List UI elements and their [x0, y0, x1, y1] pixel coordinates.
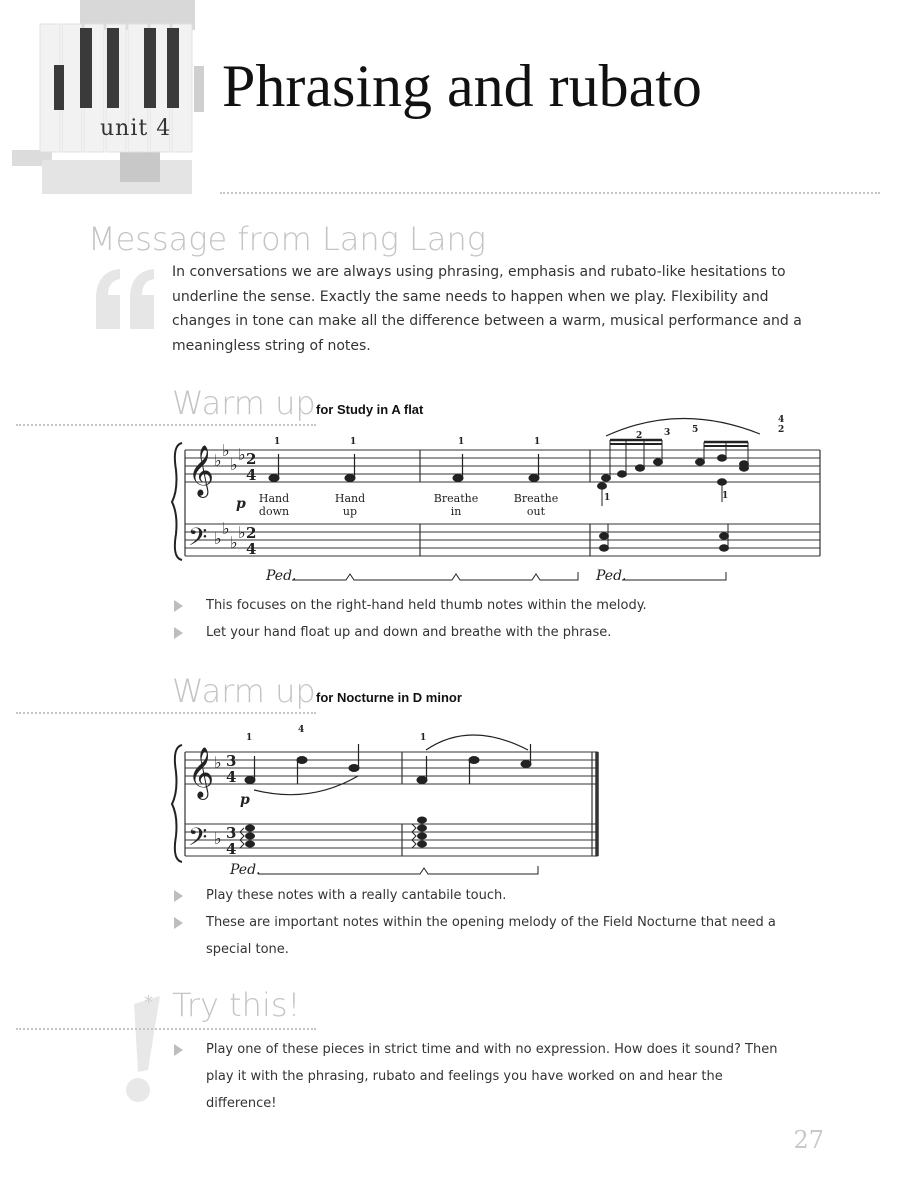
fingering: 1	[722, 491, 729, 501]
fingering: 1	[420, 733, 427, 743]
warmup1-score	[170, 410, 830, 590]
pedal-mark: Ped.	[230, 862, 261, 878]
score-label: in	[450, 505, 462, 518]
key-signature-flats	[214, 753, 222, 848]
svg-text:♭: ♭	[230, 455, 238, 474]
svg-text:♭: ♭	[238, 445, 246, 464]
fingering: 1	[458, 437, 465, 447]
bullet-triangle-icon	[174, 917, 183, 929]
fingering: 2	[636, 431, 643, 441]
svg-text:♭: ♭	[214, 451, 222, 470]
svg-text:♭: ♭	[238, 523, 246, 542]
score-label: Breathe	[513, 492, 559, 505]
unit-label: unit 4	[100, 116, 172, 141]
warmup2-brace	[172, 745, 182, 862]
score-label: Breathe	[433, 492, 479, 505]
list-item: This focuses on the right-hand held thumb notes within the melody.	[174, 592, 834, 619]
pedal-mark: Ped.	[266, 568, 297, 584]
dynamic-mark: p	[236, 496, 246, 512]
score-label: out	[526, 505, 546, 518]
treble-clef-icon: 𝄞	[188, 747, 215, 798]
svg-text:♭: ♭	[214, 829, 222, 848]
time-sig-top: 3	[226, 752, 237, 770]
dynamic-mark: p	[240, 792, 250, 808]
fingering: 1	[246, 733, 253, 743]
fingering: 2	[778, 425, 785, 435]
phrase-slur	[426, 735, 528, 750]
warmup2-heading: Warm up	[172, 672, 316, 710]
try-this-bullets	[174, 1036, 794, 1117]
page-number: 27	[793, 1126, 824, 1154]
svg-text:♭: ♭	[222, 441, 230, 460]
list-item: These are important notes within the opening melody of the Field Nocturne that need a special tone.	[174, 909, 794, 963]
fingering: 1	[350, 437, 357, 447]
svg-text:♭: ♭	[230, 533, 238, 552]
bass-time-sig-top: 2	[246, 524, 257, 542]
warmup2-divider	[16, 712, 316, 714]
treble-clef-icon: 𝄞	[188, 445, 215, 496]
score-label: down	[258, 505, 290, 518]
warmup1-brace	[172, 443, 182, 560]
bass-clef-icon: 𝄢	[188, 823, 208, 858]
exclamation-icon	[108, 992, 172, 1110]
svg-text:♭: ♭	[222, 519, 230, 538]
try-this-heading: Try this!	[172, 986, 301, 1024]
warmup2-subtitle: for Nocturne in D minor	[316, 690, 462, 705]
score-label: Hand	[258, 492, 290, 505]
bass-clef-icon: 𝄢	[188, 523, 208, 558]
time-sig-bottom: 4	[246, 466, 257, 484]
warmup2-score	[170, 720, 610, 885]
bullet-triangle-icon	[174, 627, 183, 639]
fingering: 1	[534, 437, 541, 447]
warmup1-heading: Warm up	[172, 384, 316, 422]
list-item: Let your hand float up and down and breathe with the phrase.	[174, 619, 834, 646]
pedal-line	[292, 572, 578, 580]
bullet-triangle-icon	[174, 600, 183, 612]
svg-text:♭: ♭	[214, 753, 222, 772]
page-title: Phrasing and rubato	[222, 53, 702, 119]
list-item: Play one of these pieces in strict time and with no expression. How does it sound? Then play it with the phrasing, rubato and feelings you have worked on and hear the difference!	[174, 1036, 794, 1117]
bass-time-sig-bottom: 4	[246, 540, 257, 558]
bass-time-sig-top: 3	[226, 824, 237, 842]
list-item: Play these notes with a really cantabile touch.	[174, 882, 794, 909]
warmup1-bullets	[174, 592, 834, 646]
quote-mark-icon	[90, 265, 162, 337]
warmup1-subtitle: for Study in A flat	[316, 402, 424, 417]
score-label: up	[342, 505, 358, 518]
title-divider	[220, 192, 880, 194]
score-label: Hand	[334, 492, 366, 505]
bullet-triangle-icon	[174, 1044, 183, 1056]
svg-text:*: *	[144, 992, 153, 1013]
bass-time-sig-bottom: 4	[226, 840, 237, 858]
message-heading: Message from Lang Lang	[88, 220, 486, 258]
svg-text:♭: ♭	[214, 529, 222, 548]
fingering: 4	[778, 415, 785, 425]
phrase-slur	[606, 418, 760, 436]
piano-keyboard-graphic	[12, 0, 212, 195]
time-sig-bottom: 4	[226, 768, 237, 786]
phrase-slur	[254, 776, 358, 795]
fingering: 4	[298, 725, 305, 735]
bullet-triangle-icon	[174, 890, 183, 902]
pedal-line	[258, 866, 538, 874]
fingering: 1	[604, 493, 611, 503]
fingering: 3	[664, 428, 671, 438]
pedal-mark: Ped.	[596, 568, 627, 584]
warmup2-bullets	[174, 882, 794, 963]
fingering: 1	[274, 437, 281, 447]
try-this-divider	[16, 1028, 316, 1030]
message-text: In conversations we are always using phrasing, emphasis and rubato-like hesitations to underline the sense. Exactly the same needs to happen when we play. Flexibility and changes in tone can make all the difference between a warm, musical performance and a meaningless string of notes.	[172, 264, 802, 354]
fingering: 5	[692, 425, 699, 435]
time-sig-top: 2	[246, 450, 257, 468]
pedal-line	[622, 572, 726, 580]
